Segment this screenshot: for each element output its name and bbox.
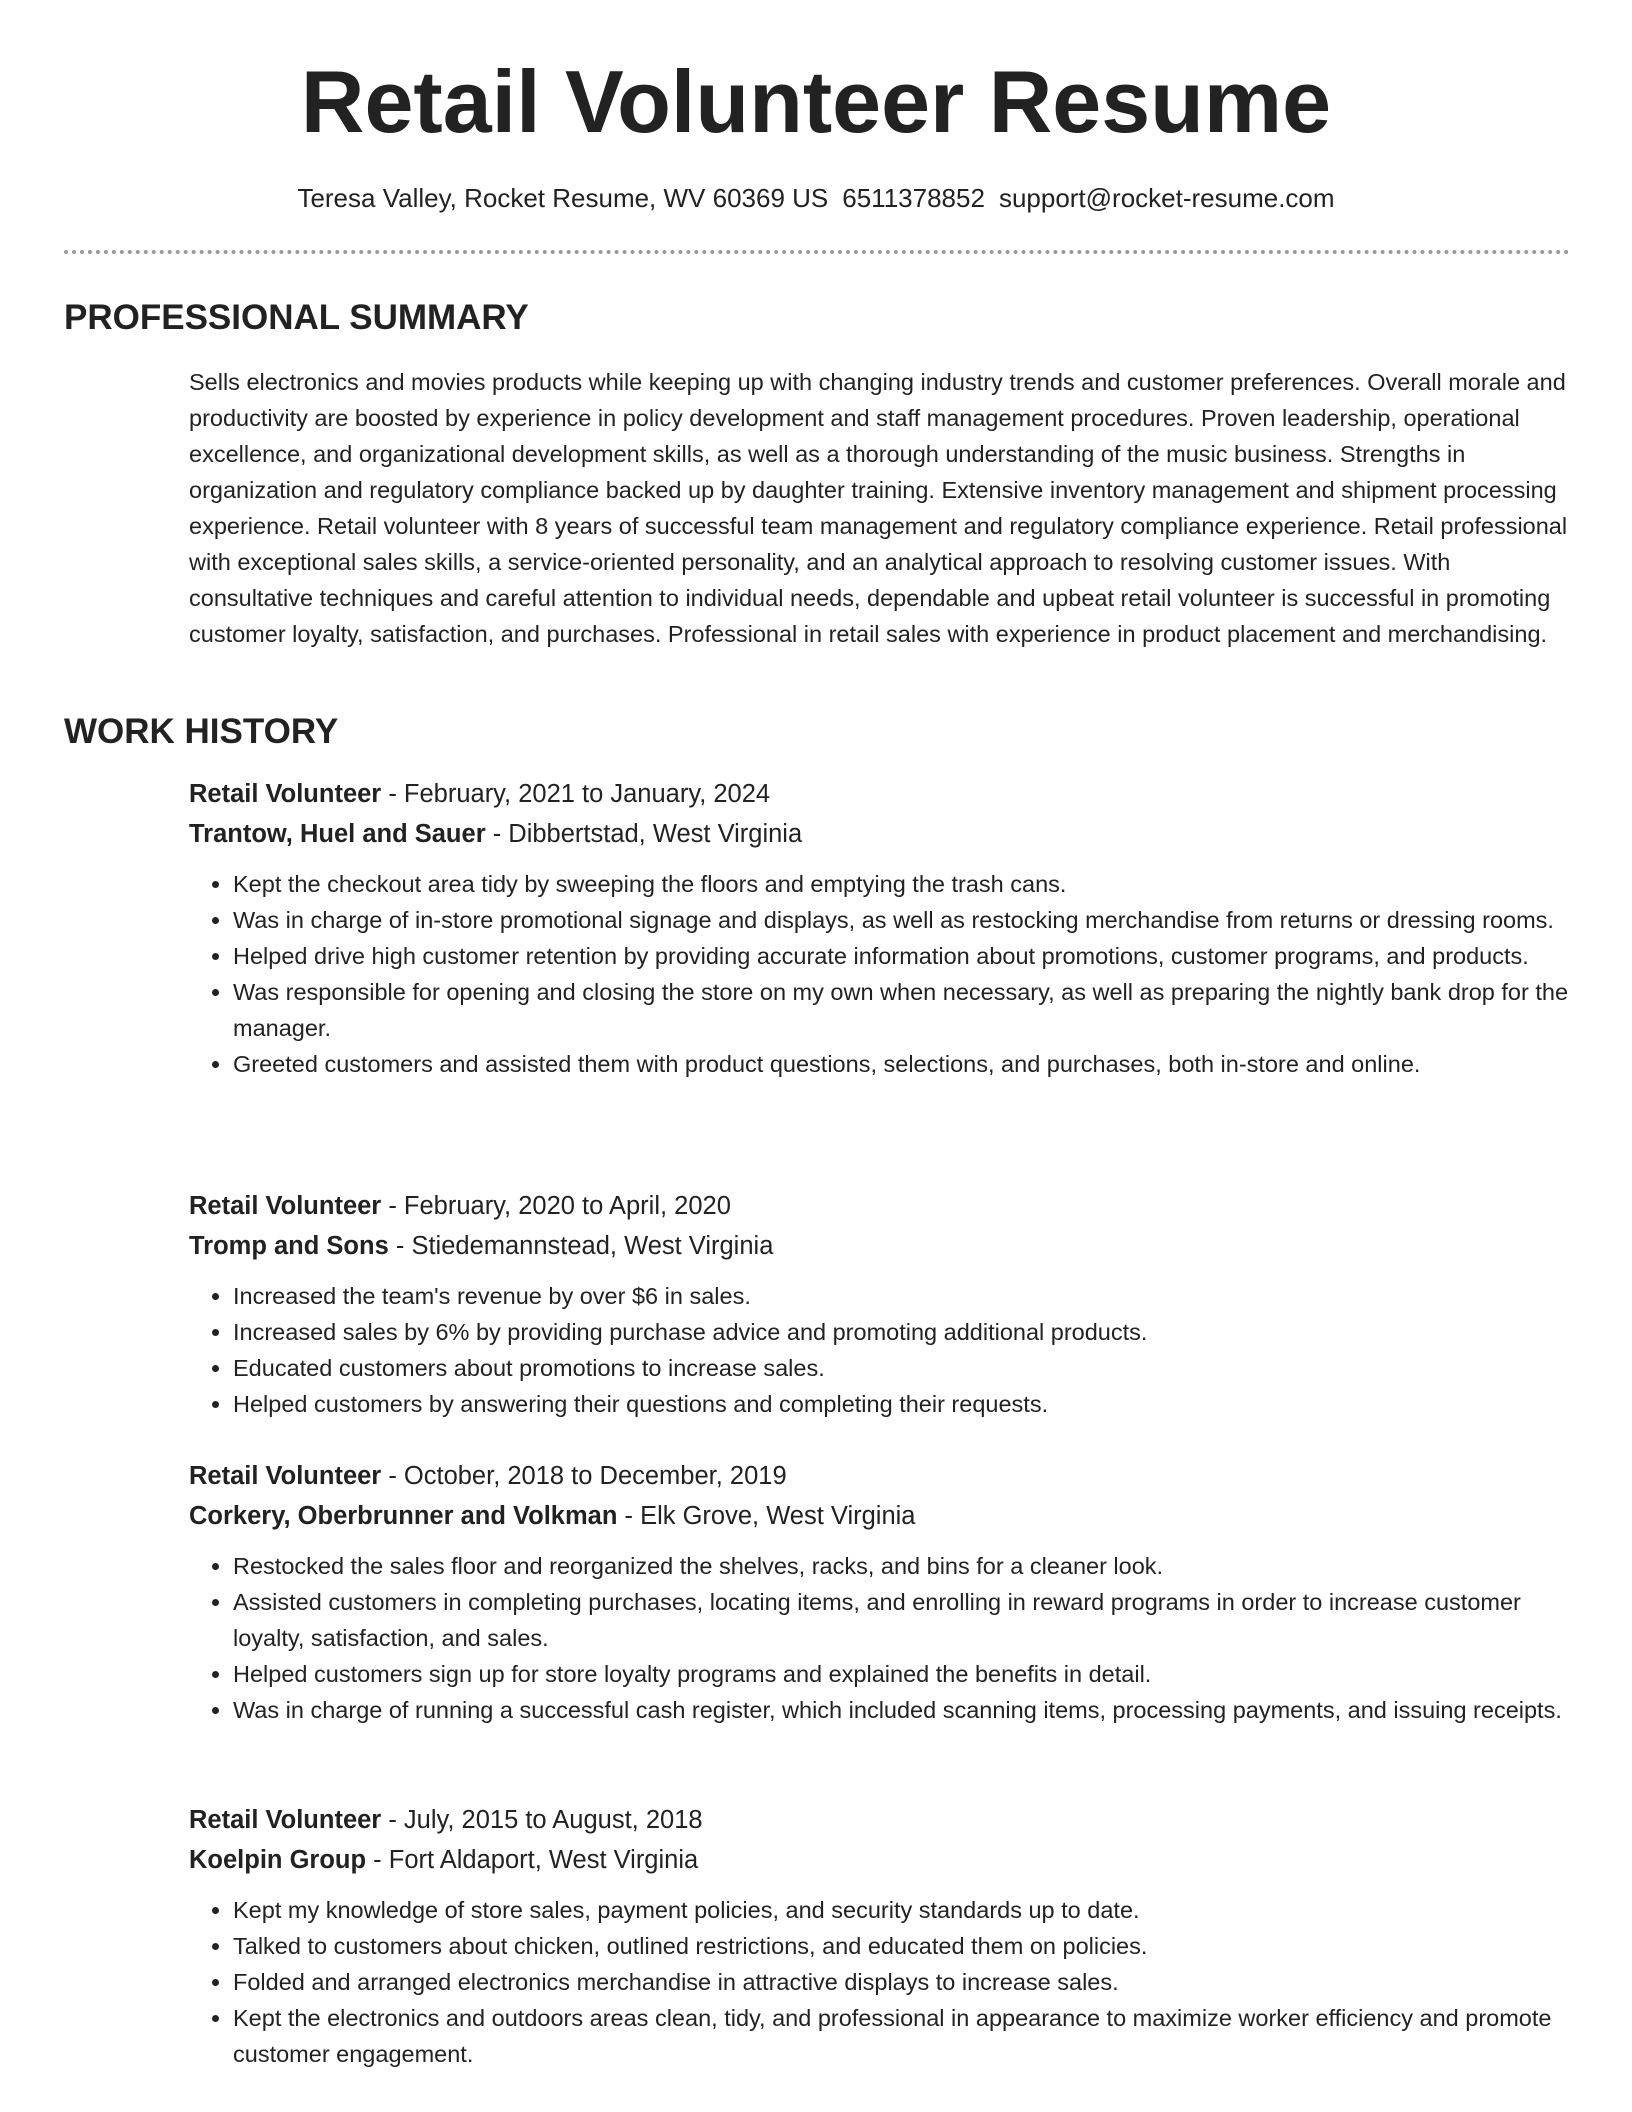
contact-phone: 6511378852 <box>842 183 985 213</box>
job-bullet: • Restocked the sales floor and reorganized the shelves, racks, and bins for a cleaner look. <box>233 1548 1574 1584</box>
job-title: Retail Volunteer <box>189 1192 382 1220</box>
job-dates: - February, 2020 to April, 2020 <box>381 1192 731 1220</box>
job-bullet: • Kept the electronics and outdoors areas clean, tidy, and professional in appearance to maximize worker efficiency and promote customer engagement. <box>233 2000 1574 2072</box>
work-history-heading: WORK HISTORY <box>64 712 339 751</box>
summary-heading: PROFESSIONAL SUMMARY <box>64 298 529 337</box>
job-company-line <box>189 814 1574 854</box>
contact-address: Teresa Valley, Rocket Resume, WV 60369 US <box>297 183 829 213</box>
job-company: Trantow, Huel and Sauer <box>189 820 486 848</box>
job-bullet: • Increased the team's revenue by over $6 in sales. <box>233 1278 1574 1314</box>
job-entry <box>189 1186 1574 1422</box>
job-bullet: • Was in charge of in-store promotional signage and displays, as well as restocking merchandise from returns or dressing rooms. <box>233 902 1574 938</box>
job-bullet: • Helped customers by answering their questions and completing their requests. <box>233 1386 1574 1422</box>
job-bullet: • Helped customers sign up for store loyalty programs and explained the benefits in detail. <box>233 1656 1574 1692</box>
job-dates: - October, 2018 to December, 2019 <box>381 1462 787 1490</box>
job-bullets <box>189 866 1574 1082</box>
job-bullet: • Greeted customers and assisted them with product questions, selections, and purchases, both in-store and online. <box>233 1046 1574 1082</box>
job-location: - Stiedemannstead, West Virginia <box>388 1232 774 1260</box>
job-company: Tromp and Sons <box>189 1232 389 1260</box>
job-entry <box>189 1800 1574 2072</box>
header-divider <box>64 250 1570 254</box>
job-title-line <box>189 1800 1574 1840</box>
job-company-line <box>189 1226 1574 1266</box>
job-company: Corkery, Oberbrunner and Volkman <box>189 1502 618 1530</box>
job-title-line <box>189 1186 1574 1226</box>
job-entry <box>189 774 1574 1082</box>
job-bullet: • Kept the checkout area tidy by sweeping the floors and emptying the trash cans. <box>233 866 1574 902</box>
job-bullet: • Kept my knowledge of store sales, payment policies, and security standards up to date. <box>233 1892 1574 1928</box>
job-bullet: • Was in charge of running a successful cash register, which included scanning items, processing payments, and issuing receipts. <box>233 1692 1574 1728</box>
job-bullets <box>189 1548 1574 1728</box>
job-bullet: • Assisted customers in completing purchases, locating items, and enrolling in reward programs in order to increase customer loyalty, satisfaction, and sales. <box>233 1584 1574 1656</box>
job-company-line <box>189 1496 1574 1536</box>
resume-title: Retail Volunteer Resume <box>300 52 1332 151</box>
job-title-line <box>189 1456 1574 1496</box>
job-company: Koelpin Group <box>189 1846 367 1874</box>
contact-email: support@rocket-resume.com <box>998 183 1335 213</box>
job-title: Retail Volunteer <box>189 780 382 808</box>
job-bullet: • Helped drive high customer retention by providing accurate information about promotions, customer programs, and products. <box>233 938 1574 974</box>
summary-text: Sells electronics and movies products while keeping up with changing industry trends and customer preferences. Overall morale and productivity are boosted by experience in policy development and staff management procedures. Proven leadership, operational excellence, and organizational development skills, as well as a thorough understanding of the music business. Strengths in organization and regulatory compliance backed up by daughter training. Extensive inventory management and shipment processing experience. Retail volunteer with 8 years of successful team management and regulatory compliance experience. Retail professional with exceptional sales skills, a service-oriented personality, and an analytical approach to resolving customer issues. With consultative techniques and careful attention to individual needs, dependable and upbeat retail volunteer is successful in promoting customer loyalty, satisfaction, and purchases. Professional in retail sales with experience in product placement and merchandising. <box>189 369 1568 647</box>
job-location: - Dibbertstad, West Virginia <box>485 820 803 848</box>
job-bullet: • Was responsible for opening and closing the store on my own when necessary, as well as preparing the nightly bank drop for the manager. <box>233 974 1574 1046</box>
contact-line <box>0 180 1632 216</box>
job-entry <box>189 1456 1574 1728</box>
job-bullet: • Folded and arranged electronics merchandise in attractive displays to increase sales. <box>233 1964 1574 2000</box>
job-title: Retail Volunteer <box>189 1806 382 1834</box>
job-location: - Elk Grove, West Virginia <box>617 1502 916 1530</box>
job-dates: - July, 2015 to August, 2018 <box>381 1806 703 1834</box>
job-bullet: • Talked to customers about chicken, outlined restrictions, and educated them on policies. <box>233 1928 1574 1964</box>
job-title: Retail Volunteer <box>189 1462 382 1490</box>
job-dates: - February, 2021 to January, 2024 <box>381 780 771 808</box>
job-bullet: • Increased sales by 6% by providing purchase advice and promoting additional products. <box>233 1314 1574 1350</box>
job-bullets <box>189 1278 1574 1422</box>
job-location: - Fort Aldaport, West Virginia <box>366 1846 699 1874</box>
job-bullet: • Educated customers about promotions to increase sales. <box>233 1350 1574 1386</box>
job-title-line <box>189 774 1574 814</box>
job-bullets <box>189 1892 1574 2072</box>
job-company-line <box>189 1840 1574 1880</box>
